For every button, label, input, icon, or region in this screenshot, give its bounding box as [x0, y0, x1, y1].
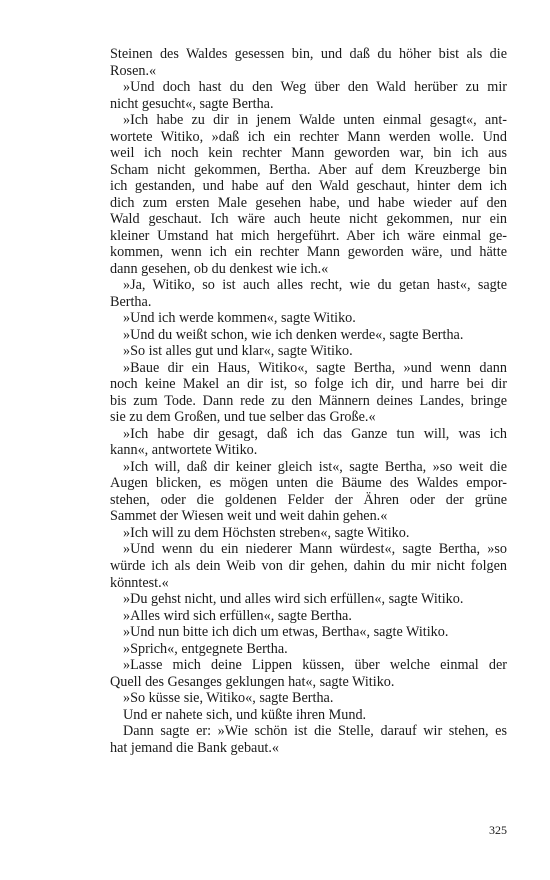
text-line: Scham nicht gekommen, Bertha. Aber auf dem Kreuzberge bin: [110, 161, 507, 178]
text-line: »Ich habe dir gesagt, daß ich das Ganze tun will, was ich: [123, 425, 507, 442]
text-line: »So küsse sie, Witiko«, sagte Bertha.: [123, 690, 334, 707]
text-line: Steinen des Waldes gesessen bin, und daß du höher bist als die: [110, 46, 507, 62]
text-line: Sammet der Wiesen weit und weit dahin gehen.«: [110, 508, 388, 525]
text-line: sie zu dem Großen, und tue selber das Große.«: [110, 409, 376, 426]
text-line: »Und doch hast du den Weg über den Wald herüber zu mir: [123, 79, 507, 96]
text-line: kann«, antwortete Witiko.: [110, 442, 258, 459]
text-line: Und er nahete sich, und küßte ihren Mund.: [123, 706, 367, 723]
text-line: Bertha.: [110, 293, 152, 310]
text-line: dich zum ersten Male gesehen habe, und habe wieder auf den: [110, 194, 507, 211]
text-line: Wald geschaut. Ich wäre auch heute nicht gekommen, nur ein: [110, 211, 507, 228]
page-text-block: [110, 46, 507, 756]
text-line: nicht gesucht«, sagte Bertha.: [110, 95, 274, 112]
text-line: »Alles wird sich erfüllen«, sagte Bertha.: [123, 607, 352, 624]
text-line: Dann sagte er: »Wie schön ist die Stelle, darauf wir stehen, es: [123, 723, 507, 740]
text-line: noch keine Makel an dir ist, so folge ich dir, und harre bei dir: [110, 376, 507, 393]
text-line: kleiner Umstand hat mich hergeführt. Aber ich wäre einmal ge-: [110, 227, 507, 244]
text-line: bis zum Tode. Dann rede zu den Männern deines Landes, bringe: [110, 392, 507, 409]
text-line: hat jemand die Bank gebaut.«: [110, 739, 280, 756]
page-number: 325: [489, 823, 507, 837]
text-line: Quell des Gesanges geklungen hat«, sagte Witiko.: [110, 673, 395, 690]
text-line: ich gestanden, und habe auf den Wald geschaut, hinter dem ich: [110, 178, 507, 195]
text-line: »Baue dir ein Haus, Witiko«, sagte Bertha, »und wenn dann: [123, 359, 507, 376]
text-line: »Ich habe zu dir in jenem Walde unten einmal gesagt«, ant-: [123, 112, 507, 129]
text-line: Augen blicken, es mögen unten die Bäume des Waldes empor-: [110, 475, 507, 492]
text-line: könntest.«: [110, 574, 169, 591]
text-line: wortete Witiko, »daß ich ein rechter Mann werden wolle. Und: [110, 128, 507, 145]
text-line: würde ich als dein Weib von dir gehen, dahin du mir nicht folgen: [110, 557, 507, 574]
text-line: kommen, wenn ich ein rechter Mann geworden wäre, und hätte: [110, 244, 507, 261]
text-line: »Ich will zu dem Höchsten streben«, sagte Witiko.: [123, 524, 410, 541]
text-line: »Und du weißt schon, wie ich denken werde«, sagte Bertha.: [123, 326, 464, 343]
text-line: »Sprich«, entgegnete Bertha.: [123, 640, 288, 657]
text-line: »Ja, Witiko, so ist auch alles recht, wie du getan hast«, sagte: [123, 277, 507, 294]
text-line: »So ist alles gut und klar«, sagte Witiko.: [123, 343, 353, 360]
text-line: »Und ich werde kommen«, sagte Witiko.: [123, 310, 356, 327]
text-line: »Ich will, daß dir keiner gleich ist«, sagte Bertha, »so weit die: [123, 458, 507, 475]
text-line: »Lasse mich deine Lippen küssen, über welche einmal der: [123, 657, 507, 674]
text-line: weil ich noch kein rechter Mann geworden war, bin ich aus: [110, 145, 507, 162]
text-line: »Und wenn du ein niederer Mann würdest«, sagte Bertha, »so: [123, 541, 507, 558]
text-line: Rosen.«: [110, 62, 157, 79]
text-line: dann gesehen, ob du denkest wie ich.«: [110, 260, 329, 277]
text-line: stehen, oder die goldenen Felder der Ähren oder der grüne: [110, 491, 507, 508]
text-line: »Du gehst nicht, und alles wird sich erfüllen«, sagte Witiko.: [123, 591, 464, 608]
text-line: »Und nun bitte ich dich um etwas, Bertha«, sagte Witiko.: [123, 624, 449, 641]
